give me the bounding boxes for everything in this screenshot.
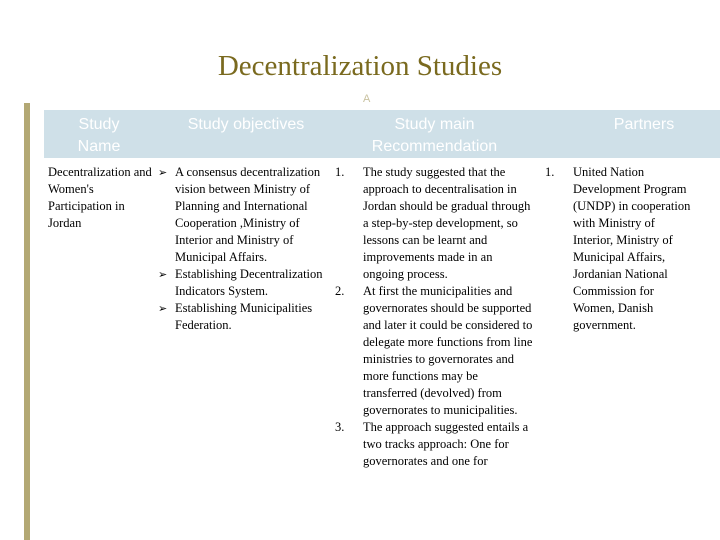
slide-title: Decentralization Studies bbox=[217, 50, 503, 82]
header-study-objectives bbox=[166, 110, 326, 162]
partner-text: United Nation Development Program (UNDP) in cooperation with Ministry of Interior, Ministry of Municipal Affairs, Jordanian National Commission for Women, Danish government. bbox=[573, 165, 691, 332]
header-recommendation-label: Study main Recommendation bbox=[371, 116, 498, 155]
recommendation-item bbox=[335, 419, 535, 470]
header-recommendation bbox=[342, 110, 527, 162]
objective-item bbox=[158, 164, 328, 266]
header-study-objectives-label: Study objectives bbox=[187, 116, 305, 133]
recommendations-cell bbox=[335, 164, 535, 470]
recommendation-number: 3. bbox=[335, 420, 345, 434]
partners-cell bbox=[545, 164, 695, 334]
arrow-bullet-icon: ➢ bbox=[158, 166, 168, 179]
objective-item bbox=[158, 300, 328, 334]
study-name-cell: Decentralization and Women's Participation in Jordan bbox=[48, 165, 152, 230]
recommendation-text: The study suggested that the approach to decentralisation in Jordan should be gradual through a step-by-step development, so lessons can be learnt and improvements made in an ongoing process. bbox=[363, 165, 531, 281]
arrow-bullet-icon: ➢ bbox=[158, 268, 168, 281]
header-partners bbox=[564, 110, 720, 162]
recommendation-item bbox=[335, 164, 535, 283]
objective-item bbox=[158, 266, 328, 300]
partner-item bbox=[545, 164, 695, 334]
table-header-row bbox=[44, 110, 720, 158]
header-partners-label: Partners bbox=[613, 116, 675, 133]
recommendation-number: 2. bbox=[335, 284, 345, 298]
objective-text: A consensus decentralization vision between Ministry of Planning and International Cooperation ,Ministry of Interior and Ministry of Municipal Affairs. bbox=[175, 165, 321, 264]
objectives-cell bbox=[158, 164, 328, 334]
stray-mark: A bbox=[363, 93, 371, 105]
objective-text: Establishing Municipalities Federation. bbox=[175, 301, 313, 332]
header-study-name bbox=[44, 110, 154, 162]
recommendation-item bbox=[335, 283, 535, 419]
partner-number: 1. bbox=[545, 165, 555, 179]
side-accent-bar bbox=[24, 103, 30, 540]
recommendation-number: 1. bbox=[335, 165, 345, 179]
objective-text: Establishing Decentralization Indicators System. bbox=[175, 267, 323, 298]
recommendation-text: At first the municipalities and governorates should be supported and later it could be considered to delegate more functions from line ministries to governorates and more functions may be transferred (devolved) from governorates to municipalities. bbox=[363, 284, 533, 417]
recommendation-text: The approach suggested entails a two tracks approach: One for governorates and one for bbox=[363, 420, 529, 468]
arrow-bullet-icon: ➢ bbox=[158, 302, 168, 315]
header-study-name-label: Study Name bbox=[77, 116, 121, 155]
